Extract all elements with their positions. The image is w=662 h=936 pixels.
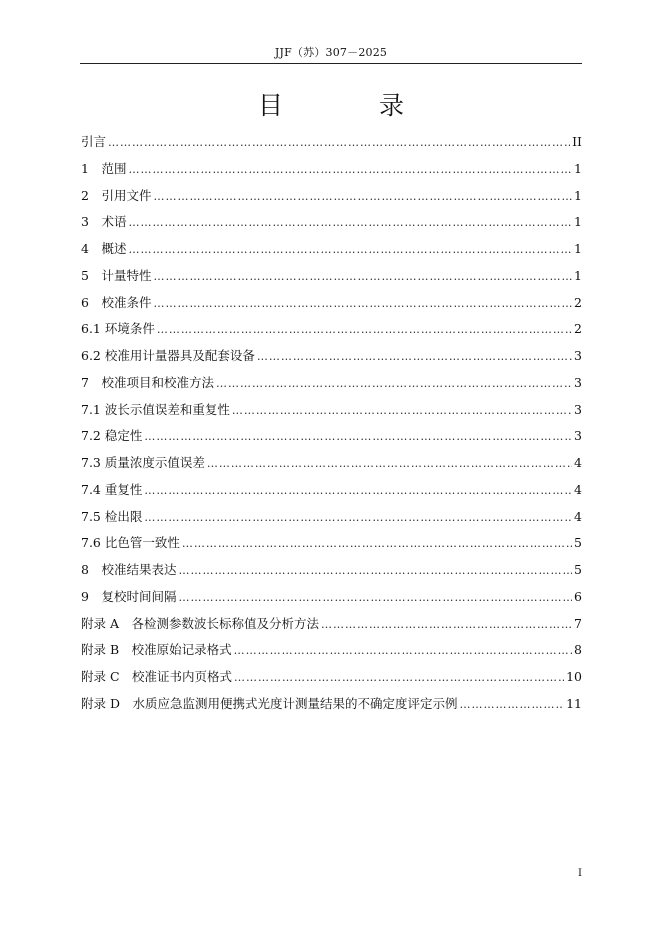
toc-entry-label: 7 校准项目和校准方法 [81, 374, 214, 390]
toc-entry-8[interactable] [81, 557, 582, 584]
toc-entry-label: 7.3 质量浓度示值误差 [81, 455, 205, 470]
toc-leader-dots [144, 505, 572, 532]
toc-entry-page: 1 [574, 241, 582, 256]
toc-entry-label: 6.2 校准用计量器具及配套设备 [81, 348, 255, 363]
toc-leader-dots [128, 237, 572, 264]
toc-entry-page: 7 [574, 615, 582, 631]
toc-entry-label: 3 术语 [81, 214, 127, 230]
toc-entry-7-1[interactable] [81, 397, 582, 424]
toc-entry-page: 2 [574, 294, 582, 310]
toc-entry-label: 7.2 稳定性 [81, 428, 143, 444]
toc-entry-7-6[interactable] [81, 530, 582, 557]
toc-entry-page: 1 [574, 214, 582, 230]
toc-entry-label: 4 概述 [81, 241, 127, 256]
toc-entry-page: 11 [566, 695, 582, 711]
toc-entry-label: 7.5 检出限 [81, 508, 143, 524]
toc-leader-dots [232, 398, 572, 425]
toc-entry-label: 附录 C 校准证书内页格式 [81, 669, 233, 684]
toc-entry-page: 6 [574, 588, 582, 604]
toc-entry-page: 3 [574, 401, 582, 417]
toc-entry-label: 引言 [81, 134, 107, 149]
toc-leader-dots [234, 638, 572, 665]
toc-entry-page: 3 [574, 428, 582, 444]
toc-leader-dots [128, 210, 572, 237]
toc-entry-page: 4 [574, 455, 582, 470]
toc-entry-page: 3 [574, 348, 582, 363]
toc-entry-page: 1 [574, 267, 582, 283]
toc-entry-page: 5 [574, 562, 582, 577]
toc-entry-page: 2 [574, 321, 582, 337]
toc-entry-7-2[interactable] [81, 423, 582, 450]
toc-entry-7-4[interactable] [81, 477, 582, 504]
toc-leader-dots [178, 585, 572, 612]
toc-entry-page: 3 [574, 374, 582, 390]
table-of-contents [81, 129, 582, 718]
toc-entry-label: 附录 D 水质应急监测用便携式光度计测量结果的不确定度评定示例 [81, 695, 458, 711]
toc-entry-5[interactable] [81, 263, 582, 290]
toc-entry-label: 附录 B 校准原始记录格式 [81, 642, 232, 658]
page-title: 目 录 [258, 91, 448, 120]
toc-entry-label: 9 复校时间间隔 [81, 588, 177, 604]
toc-entry-preface[interactable] [81, 129, 582, 156]
toc-leader-dots [257, 344, 572, 371]
toc-entry-6[interactable] [81, 290, 582, 317]
toc-entry-7[interactable] [81, 370, 582, 397]
toc-entry-page: 8 [574, 642, 582, 658]
toc-leader-dots [216, 371, 572, 398]
toc-entry-page: 1 [574, 160, 582, 176]
toc-entry-2[interactable] [81, 183, 582, 210]
toc-leader-dots [157, 317, 572, 344]
toc-leader-dots [460, 692, 565, 719]
toc-entry-appendix-d[interactable] [81, 691, 582, 718]
toc-entry-4[interactable] [81, 236, 582, 263]
toc-entry-label: 5 计量特性 [81, 267, 152, 283]
toc-entry-label: 7.1 波长示值误差和重复性 [81, 401, 230, 417]
toc-leader-dots [153, 291, 572, 318]
toc-leader-dots [182, 531, 572, 558]
header-rule [80, 63, 582, 64]
toc-entry-label: 1 范围 [81, 160, 127, 176]
toc-leader-dots [153, 264, 572, 291]
toc-entry-7-3[interactable] [81, 450, 582, 477]
toc-entry-7-5[interactable] [81, 504, 582, 531]
toc-entry-appendix-a[interactable] [81, 611, 582, 638]
toc-entry-page: 4 [574, 508, 582, 524]
toc-entry-page: II [572, 134, 582, 149]
toc-entry-appendix-b[interactable] [81, 637, 582, 664]
toc-entry-9[interactable] [81, 584, 582, 611]
toc-leader-dots [108, 130, 570, 157]
toc-entry-label: 附录 A 各检测参数波长标称值及分析方法 [81, 615, 320, 631]
toc-leader-dots [234, 665, 564, 692]
toc-leader-dots [207, 451, 572, 478]
toc-entry-label: 6.1 环境条件 [81, 321, 155, 337]
toc-entry-label: 6 校准条件 [81, 294, 152, 310]
toc-entry-page: 4 [574, 481, 582, 497]
toc-leader-dots [178, 558, 572, 585]
toc-entry-page: 5 [574, 535, 582, 551]
toc-entry-page: 10 [566, 669, 582, 684]
toc-leader-dots [153, 184, 572, 211]
toc-entry-6-2[interactable] [81, 343, 582, 370]
toc-leader-dots [321, 612, 572, 639]
toc-entry-label: 2 引用文件 [81, 187, 152, 203]
toc-entry-appendix-c[interactable] [81, 664, 582, 691]
page-number: I [578, 868, 582, 879]
toc-entry-label: 8 校准结果表达 [81, 562, 177, 577]
toc-leader-dots [128, 157, 572, 184]
toc-entry-3[interactable] [81, 209, 582, 236]
toc-leader-dots [144, 478, 572, 505]
toc-leader-dots [144, 424, 572, 451]
toc-entry-label: 7.6 比色管一致性 [81, 535, 180, 551]
toc-entry-1[interactable] [81, 156, 582, 183]
toc-entry-label: 7.4 重复性 [81, 481, 143, 497]
toc-entry-6-1[interactable] [81, 316, 582, 343]
page-header: JJF（苏）307－2025 [274, 46, 388, 59]
toc-entry-page: 1 [574, 187, 582, 203]
